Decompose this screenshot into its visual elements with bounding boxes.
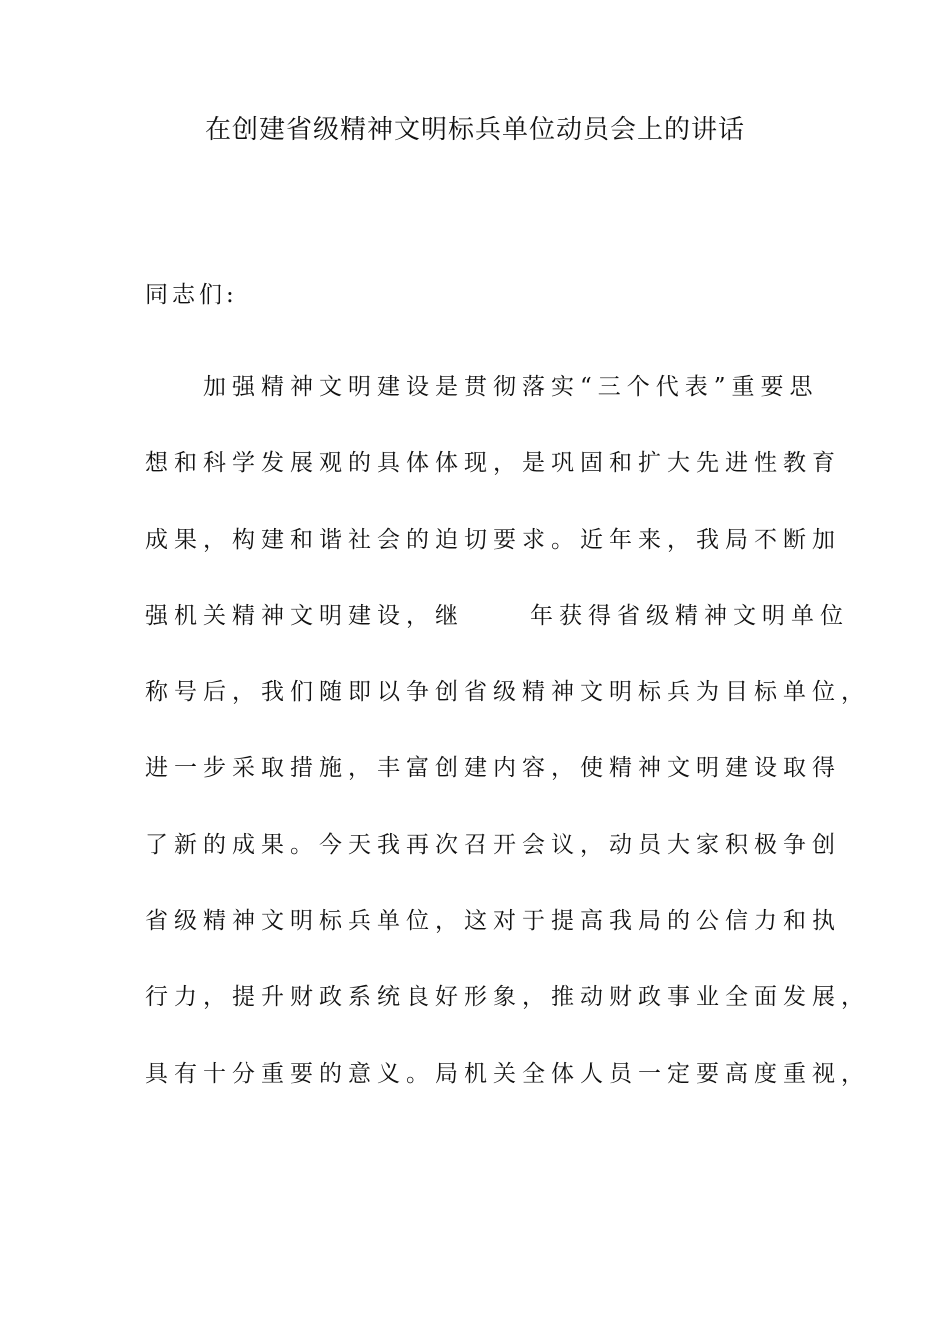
paragraph-line: 进一步采取措施，丰富创建内容，使精神文明建设取得 [145, 755, 841, 782]
paragraph-line-with-gap [145, 601, 849, 677]
paragraph-line: 想和科学发展观的具体体现，是巩固和扩大先进性教育 [145, 450, 841, 477]
body-text [145, 372, 870, 1135]
paragraph-line: 了新的成果。今天我再次召开会议，动员大家积极争创 [145, 831, 841, 858]
paragraph-line: 加强精神文明建设是贯彻落实“三个代表”重要思 [203, 374, 819, 400]
paragraph-line: 省级精神文明标兵单位，这对于提高我局的公信力和执 [145, 908, 841, 935]
paragraph-line: 称号后，我们随即以争创省级精神文明标兵为目标单位， [145, 679, 870, 706]
document-title: 在创建省级精神文明标兵单位动员会上的讲话 [204, 115, 745, 145]
salutation: 同志们: [145, 282, 238, 308]
paragraph-line: 成果，构建和谐社会的迫切要求。近年来，我局不断加 [145, 526, 841, 553]
paragraph-line: 行力，提升财政系统良好形象，推动财政事业全面发展， [145, 984, 870, 1011]
line-segment: 年获得省级精神文明单位 [530, 602, 849, 629]
line-segment: 强机关精神文明建设，继 [145, 602, 464, 629]
paragraph-line: 具有十分重要的意义。局机关全体人员一定要高度重视， [145, 1060, 870, 1087]
